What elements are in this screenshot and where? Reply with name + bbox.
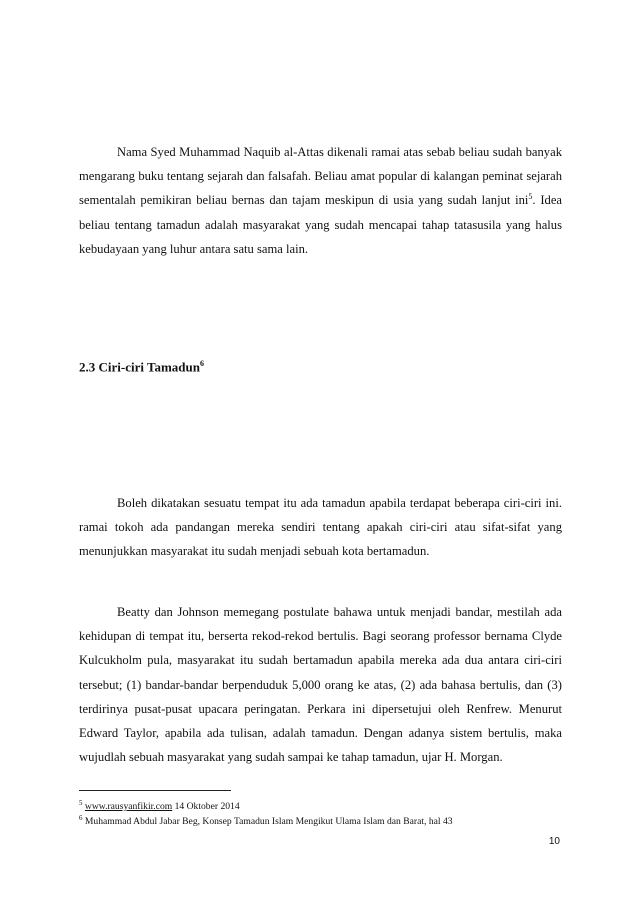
footnote-6 bbox=[79, 812, 453, 828]
footnote-reference-5[interactable]: 5 bbox=[528, 192, 533, 202]
footnote-text: 14 Oktober 2014 bbox=[172, 801, 240, 813]
footnote-link[interactable]: www.rausyanfikir.com bbox=[84, 801, 173, 813]
paragraph-text: Beatty dan Johnson memegang postulate bahawa untuk menjadi bandar, mestilah ada kehidupan di tempat itu, berserta rekod-rekod bertulis. Bagi seorang professor bernama Clyde Kulcukholm pula, masyarakat itu sudah bertamadun apabila mereka ada dua antara ciri-ciri tersebut; (1) bandar-bandar berpenduduk 5,000 orang ke atas, (2) ada bahasa bertulis, dan (3) terdirinya pusat-pusat upacara peringatan. Perkara ini dipersetujui oleh Renfrew. Menurut Edward Taylor, apabila ada tulisan, adalah tamadun. Dengan adanya sistem bertulis, maka wujudlah sebuah masyarakat yang sudah sampai ke tahap tamadun, ujar H. Morgan. bbox=[79, 605, 562, 765]
paragraph-text: Boleh dikatakan sesuatu tempat itu ada tamadun apabila terdapat beberapa ciri-ciri ini. ramai tokoh ada pandangan mereka sendiri tentang apakah ciri-ciri atau sifat-sifat yang menunjukkan masyarakat itu sudah menjadi sebuah kota bertamadun. bbox=[79, 496, 562, 559]
footnote-divider bbox=[79, 790, 231, 791]
footnote-number: 5 bbox=[79, 799, 83, 807]
paragraph-text: . Idea beliau tentang tamadun adalah masyarakat yang sudah mencapai tahap tatasusila yang halus kebudayaan yang luhur antara satu sama lain. bbox=[79, 193, 562, 256]
footnote-reference-6[interactable]: 6 bbox=[200, 359, 204, 368]
paragraph-beatty-johnson bbox=[79, 600, 562, 769]
section-heading-text: 2.3 Ciri-ciri Tamadun bbox=[79, 359, 200, 375]
section-heading bbox=[79, 359, 204, 375]
paragraph-al-attas bbox=[79, 140, 562, 261]
paragraph-text: Nama Syed Muhammad Naquib al-Attas dikenali ramai atas sebab beliau sudah banyak mengarang buku tentang sejarah dan falsafah. Beliau amat popular di kalangan peminat sejarah sementalah pemikiran beliau bernas dan tajam meskipun di usia yang sudah lanjut ini bbox=[79, 145, 562, 208]
footnote-text: Muhammad Abdul Jabar Beg, Konsep Tamadun Islam Mengikut Ulama Islam dan Barat, hal 43 bbox=[84, 816, 453, 828]
page-number: 10 bbox=[548, 836, 560, 847]
footnote-5 bbox=[79, 797, 240, 813]
footnote-number: 6 bbox=[79, 814, 83, 822]
paragraph-ciri-ciri bbox=[79, 491, 562, 564]
